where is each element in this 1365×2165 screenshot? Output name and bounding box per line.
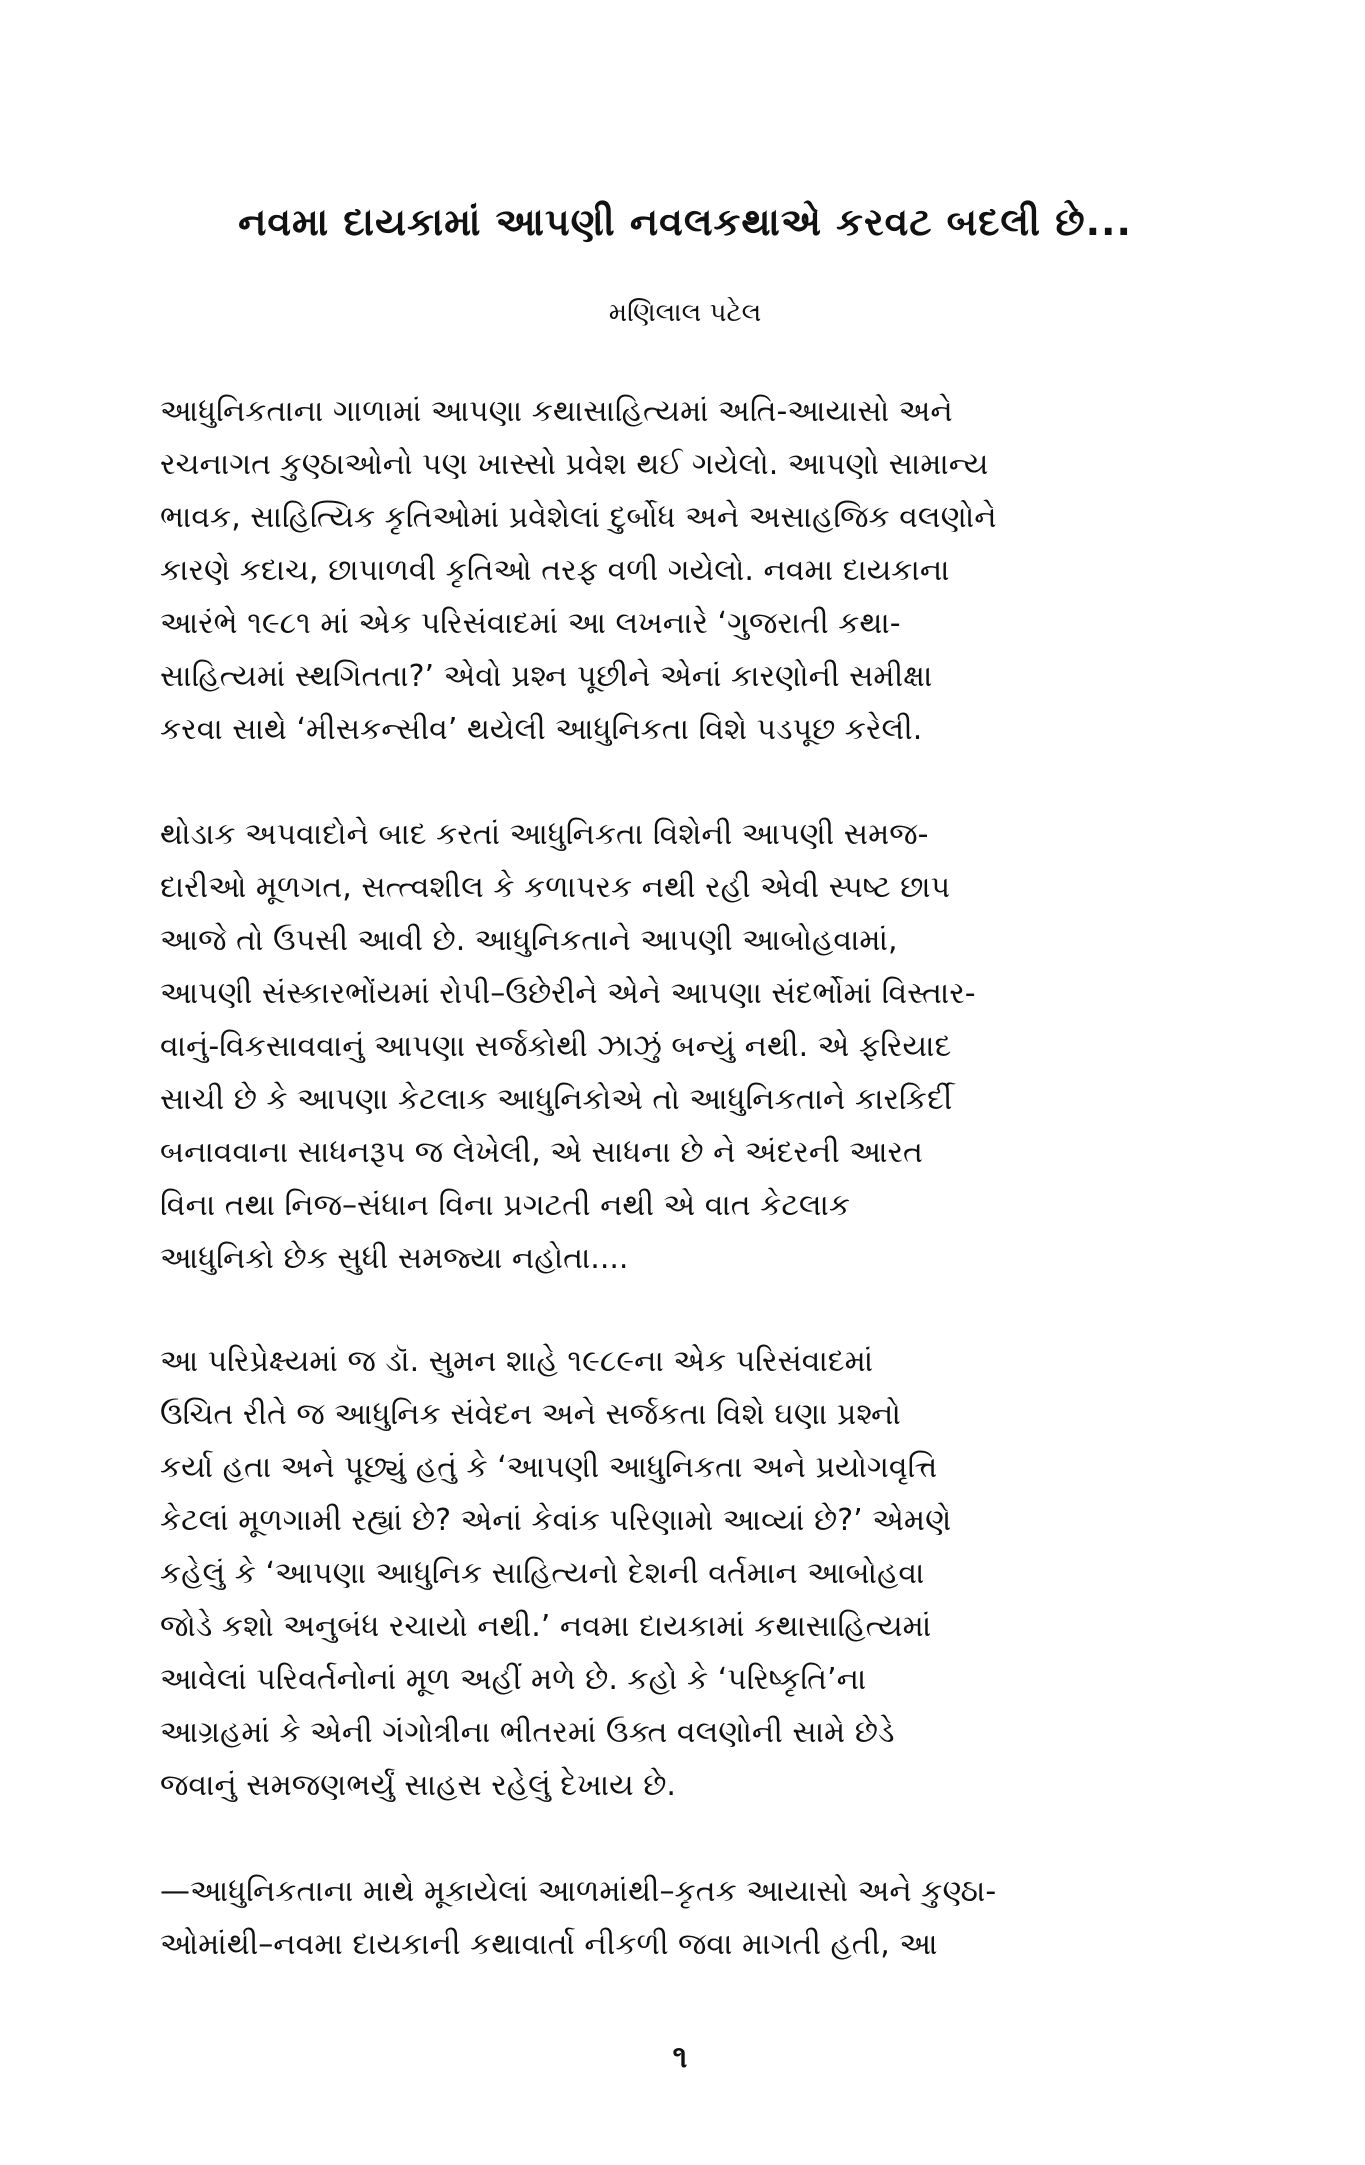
text-line: કારણે કદાચ, છાપાળવી કૃતિઓ તરફ વળી ગયેલો. નવમા દાયકાના [160,553,950,588]
text-line: વાનું-વિકસાવવાનું આપણા સર્જકોથી ઝાઝું બન્યું નથી. એ ફરિયાદ [160,1029,952,1064]
text-line: —આધુનિકતાના માથે મૂકાયેલાં આળમાંથી–કૃતક આયાસો અને કુણ્ઠા- [160,1874,997,1909]
text-line: કર્યા હતા અને પૂછ્યું હતું કે ‘આપણી આધુનિકતા અને પ્રયોગવૃત્તિ [160,1450,938,1485]
text-line: આગ્રહમાં કે એની ગંગોત્રીના ભીતરમાં ઉક્ત વલણોની સામે છેડે [160,1715,895,1750]
text-line: આવેલાં પરિવર્તનોનાં મૂળ અહીં મળે છે. કહો કે ‘પરિષ્કૃતિ’ના [160,1662,867,1697]
text-line: કહેલું કે ‘આપણા આધુનિક સાહિત્યનો દેશની વર્તમાન આબોહવા [160,1556,925,1591]
text-line: આધુનિકતાના ગાળામાં આપણા કથાસાહિત્યમાં અતિ-આયાસો અને [160,394,953,429]
text-line: થોડાક અપવાદોને બાદ કરતાં આધુનિકતા વિશેની આપણી સમજ- [160,817,929,852]
article-title: નવમા દાયકામાં આપણી નવલકથાએ કરવટ બદલી છે... [238,200,1132,244]
text-line: રચનાગત કુણ્ઠાઓનો પણ ખાસ્સો પ્રવેશ થઈ ગયેલો. આપણો સામાન્ય [160,447,989,482]
text-line: ભાવક, સાહિત્યિક કૃતિઓમાં પ્રવેશેલાં દુર્બોધ અને અસાહજિક વલણોને [160,500,997,535]
author-name: મણિલાલ પટેલ [608,298,762,328]
paragraph-1 [160,385,1185,756]
text-line: દારીઓ મૂળગત, સત્ત્વશીલ કે કળાપરક નથી રહી એવી સ્પષ્ટ છાપ [160,870,951,905]
text-line: જોડે કશો અનુબંધ રચાયો નથી.’ નવમા દાયકામાં કથાસાહિત્યમાં [160,1609,932,1644]
text-line: કેટલાં મૂળગામી રહ્યાં છે? એનાં કેવાંક પરિણામો આવ્યાં છે?’ એમણે [160,1503,952,1538]
text-line: આધુનિકો છેક સુધી સમજ્યા નહોતા.... [160,1241,629,1276]
text-line: આજે તો ઉપસી આવી છે. આધુનિકતાને આપણી આબોહવામાં, [160,923,898,958]
text-line: ઉચિત રીતે જ આધુનિક સંવેદન અને સર્જકતા વિશે ઘણા પ્રશ્નો [160,1397,901,1432]
text-line: સાચી છે કે આપણા કેટલાક આધુનિકોએ તો આધુનિકતાને કારકિર્દી [160,1082,953,1117]
page-number: ૧ [672,2040,688,2075]
text-line: સાહિત્યમાં સ્થગિતતા?’ એવો પ્રશ્ન પૂછીને એનાં કારણોની સમીક્ષા [160,659,933,694]
text-line: આપણી સંસ્કારભોંયમાં રોપી–ઉછેરીને એને આપણા સંદર્ભોમાં વિસ્તાર- [160,976,976,1011]
text-line: ઓમાંથી–નવમા દાયકાની કથાવાર્તા નીકળી જવા માગતી હતી, આ [160,1927,938,1962]
text-line: આરંભે ૧૯૮૧ માં એક પરિસંવાદમાં આ લખનારે ‘ગુજરાતી કથા- [160,606,901,641]
text-line: કરવા સાથે ‘મીસકન્સીવ’ થયેલી આધુનિકતા વિશે પડપૂછ કરેલી. [160,712,923,747]
text-line: આ પરિપ્રેક્ષ્યમાં જ ડૉ. સુમન શાહે ૧૯૮૯ના એક પરિસંવાદમાં [160,1344,874,1379]
text-line: બનાવવાના સાધનરૂપ જ લેખેલી, એ સાધના છે ને અંદરની આરત [160,1135,923,1170]
paragraph-3 [160,1335,1185,1812]
text-line: જવાનું સમજણભર્યું સાહસ રહેલું દેખાય છે. [160,1768,676,1803]
paragraph-4 [160,1865,1185,1971]
paragraph-2 [160,808,1185,1285]
text-line: વિના તથા નિજ–સંધાન વિના પ્રગટતી નથી એ વાત કેટલાક [160,1188,851,1223]
